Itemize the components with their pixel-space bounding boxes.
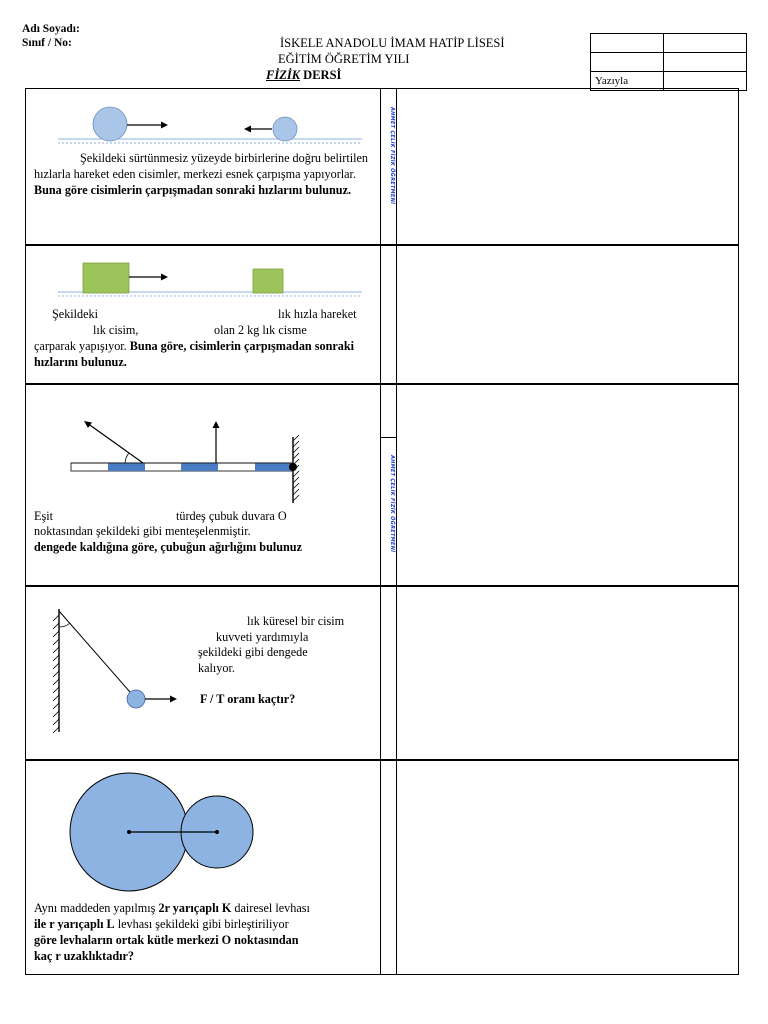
arrowhead [213,421,220,428]
teacher-strip [380,246,397,383]
teacher-strip [380,587,397,759]
wall-hatching [53,615,59,733]
question-text-part: lık hızla hareket [278,307,357,321]
question-text-part: kalıyor. [198,661,235,675]
teacher-strip [380,385,397,585]
question-text-bold: kaç r uzaklıktadır? [34,949,134,963]
question-cell [26,246,381,383]
hinged-rod-figure [26,385,380,495]
strip-divider [380,437,396,438]
grade-cell [591,34,664,53]
arrowhead [244,126,251,133]
question-text-bold: Buna göre cisimlerin çarpışmadan sonraki hızlarını bulunuz. [34,183,352,197]
course-suffix: DERSİ [303,68,342,82]
question-text-part: lık küresel bir cisim [247,614,345,628]
question-row-3 [25,384,739,586]
arrowhead [170,696,177,703]
rod-segment [181,463,218,471]
grade-words-label: Yazıyla [591,72,664,91]
question-text-bold: ile r yarıçaplı L [34,917,115,931]
rod-segment [255,463,292,471]
name-label: Adı Soyadı: [22,23,80,35]
question-row-5 [25,760,739,975]
course-title [266,68,341,83]
block-collision-figure [26,246,380,306]
question-text-bold: göre levhaların ortak kütle merkezi O noktasından [34,933,299,947]
arrowhead [161,122,168,129]
question-text [34,900,374,964]
arrowhead [161,274,168,281]
question-text-part: şekildeki gibi dengede [198,645,308,659]
question-text-part: türdeş çubuk duvara O [176,509,287,523]
question-text-part: noktasından şekildeki gibi menteşelenmiştir. [34,524,251,538]
disk-k-center [127,830,131,834]
disk-l-center [215,830,219,834]
question-row-1 [25,88,739,245]
ball-large [93,107,127,141]
student-info [22,22,80,50]
arrowhead [84,421,92,428]
question-text-plain: çarparak yapışıyor. [34,339,127,353]
combined-disks-figure [26,761,380,901]
teacher-stamp: AHMET ÇELİK FİZİK ÖĞRETMENİ [389,107,395,205]
question-text-part: kuvveti yardımıyla [216,630,309,644]
question-text-part: Eşit [34,509,53,523]
sphere [127,690,145,708]
force-arrow-angled [87,423,143,463]
question-text [34,338,374,370]
question-text-bold: dengede kaldığına göre, çubuğun ağırlığını bulunuz [34,540,302,554]
question-cell [26,761,381,974]
question-text-part: olan 2 kg lık cisme [214,323,307,337]
question-text [34,150,374,198]
block-at-rest [253,269,283,293]
question-cell [26,89,381,244]
question-cell [26,587,381,759]
school-name: İSKELE ANADOLU İMAM HATİP LİSESİ [280,36,505,50]
grade-table [590,33,747,91]
question-text-plain: Şekildeki sürtünmesiz yüzeyde birbirlerine doğru belirtilen hızlarla hareket eden cisimler, merkezi esnek çarpışma yapıyorlar. [34,151,369,181]
question-text-bold: 2r yarıçaplı K [158,901,232,915]
question-text-plain: levhası şekildeki gibi birleştiriliyor [117,917,289,931]
collision-figure [26,89,380,149]
question-line [34,916,374,932]
class-label: Sınıf / No: [22,37,72,49]
grade-cell [664,53,747,72]
teacher-stamp: AHMET ÇELİK FİZİK ÖĞRETMENİ [389,455,395,553]
hinge-point-o [289,463,297,471]
question-text-part: Şekildeki [52,307,99,321]
question-line [34,900,374,916]
academic-year: EĞİTİM ÖĞRETİM YILI [278,52,410,66]
question-text-bold: Buna göre, cisimlerin çarpışmadan sonraki hızlarını bulunuz. [34,339,355,369]
grade-cell [664,34,747,53]
angle-arc [125,453,129,463]
angle-arc [59,623,70,627]
grade-cell [591,53,664,72]
ball-small [273,117,297,141]
rod-segment [108,463,145,471]
teacher-strip [380,89,397,244]
question-text-plain: Aynı maddeden yapılmış [34,901,156,915]
question-text-plain: dairesel levhası [234,901,310,915]
question-text-part: lık cisim, [93,323,139,337]
question-text-bold: F / T oranı kaçtır? [200,692,296,706]
question-row-2 [25,245,739,384]
teacher-strip [380,761,397,974]
block-moving [83,263,129,293]
question-row-4 [25,586,739,760]
course-subject: FİZİK [266,68,301,82]
question-cell [26,385,381,585]
